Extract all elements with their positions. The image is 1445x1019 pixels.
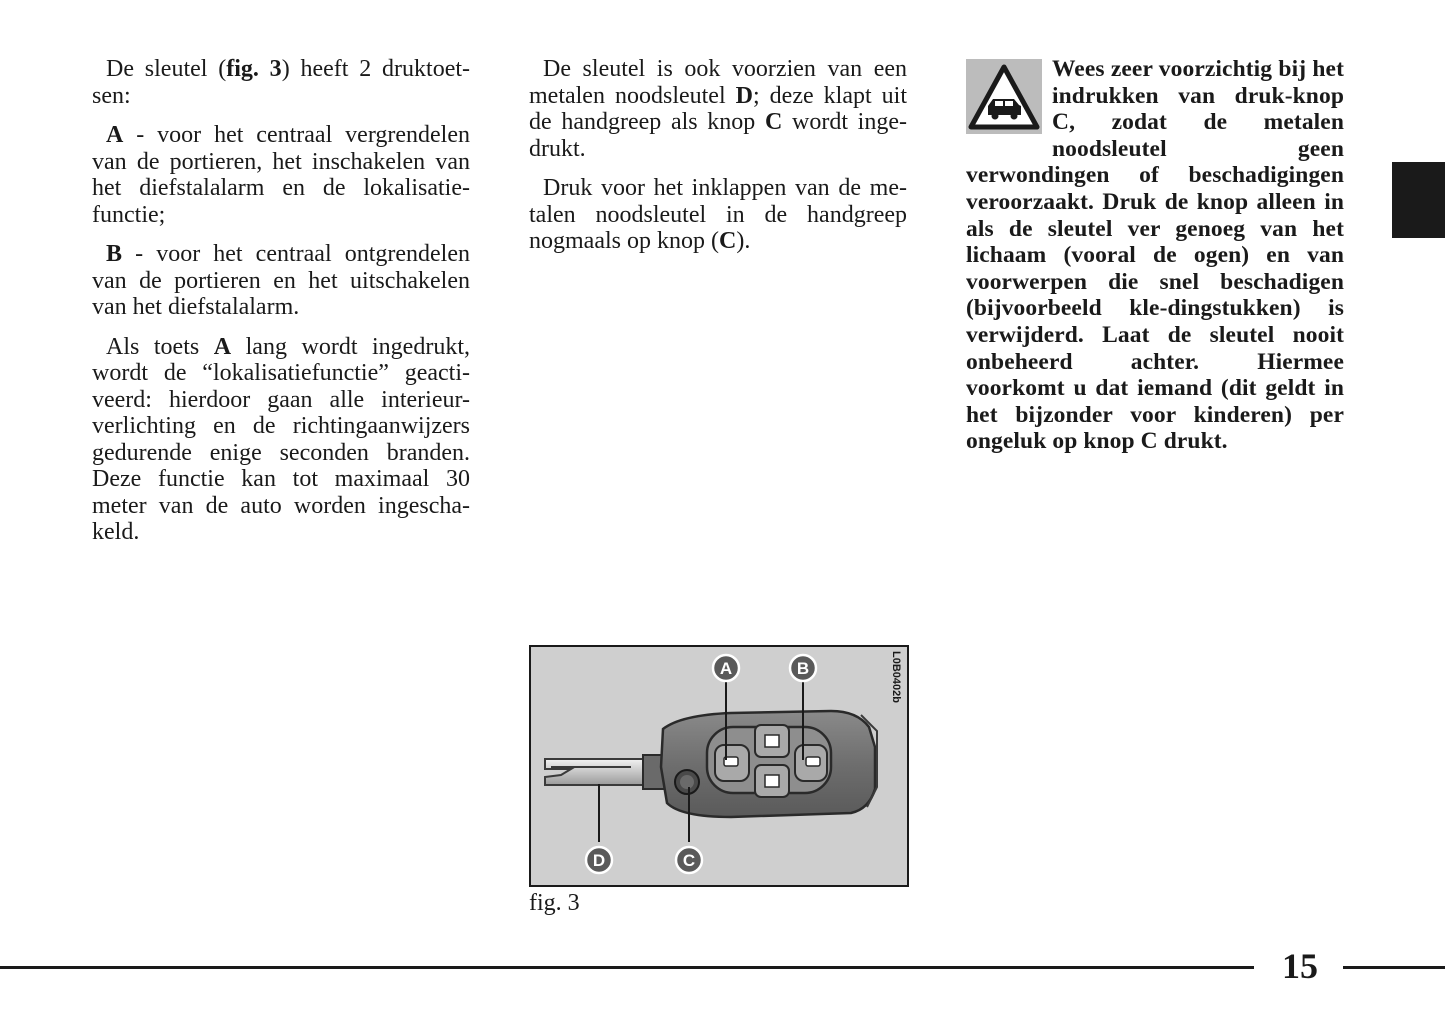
warning-text: Wees zeer voorzichtig bij het indrukken van druk-knop C, zodat de metalen noodsleutel geen verwondingen of beschadigingen veroorzaakt. Druk de knop alleen in als de sleutel ver genoeg van het lichaam (vooral de ogen) en van voorwerpen die snel beschadigen (bijvoorbeeld kle-dingstukken) is verwijderd. Laat de sleutel nooit onbeheerd achter. Hiermee voorkomt u dat iemand (dit geldt in het bijzonder voor kinderen) per ongeluk op knop C drukt. bbox=[966, 56, 1344, 455]
label-d: D bbox=[735, 82, 753, 109]
paragraph-button-b bbox=[92, 241, 470, 321]
warning-car-icon bbox=[966, 59, 1042, 134]
button-label-a: A bbox=[213, 333, 232, 360]
column-left bbox=[92, 56, 470, 559]
label-d-callout bbox=[586, 847, 612, 873]
svg-text:A: A bbox=[719, 659, 733, 678]
column-right-warning bbox=[966, 56, 1344, 455]
figure-reference: fig. 3 bbox=[226, 56, 282, 82]
figure-caption: fig. 3 bbox=[529, 890, 580, 916]
button-label-a: A bbox=[106, 122, 124, 148]
button-label-b: B bbox=[106, 241, 123, 267]
label-b-callout bbox=[790, 655, 816, 681]
paragraph-key-buttons bbox=[92, 56, 470, 109]
text: wordt inge-drukt. bbox=[529, 109, 907, 162]
paragraph-fold-key bbox=[529, 175, 907, 255]
button-a-lock bbox=[715, 745, 749, 781]
paragraph-localisation bbox=[92, 334, 470, 546]
paragraph-button-a bbox=[92, 122, 470, 228]
text: - voor het centraal vergrendelen van de portieren, het inschakelen van het diefstalalarm en de lokalisatie-functie; bbox=[92, 122, 470, 228]
chapter-tab-marker bbox=[1392, 162, 1445, 238]
label-c-callout bbox=[676, 847, 702, 873]
button-c-release bbox=[675, 770, 699, 794]
text: ; deze klapt uit de handgreep als knop bbox=[529, 82, 908, 135]
text: lang wordt ingedrukt, wordt de “lokalisatiefunctie” geacti-veerd: hierdoor gaan alle interieur-verlichting en de richtingaanwijzers gedurende enige seconden branden. Deze functie kan tot maximaal 30 meter van de auto worden ingescha-keld. bbox=[92, 333, 470, 545]
label-c: C bbox=[718, 228, 737, 254]
text: De sleutel ( bbox=[106, 56, 227, 82]
text: Druk voor het inklappen van de me-talen noodsleutel in de handgreep nogmaals op knop ( bbox=[529, 175, 907, 254]
text: ) heeft 2 druktoet-sen: bbox=[92, 56, 471, 109]
svg-text:D: D bbox=[592, 851, 606, 870]
svg-text:C: C bbox=[682, 851, 696, 870]
label-c: C bbox=[764, 109, 783, 135]
text: - voor het centraal ontgrendelen van de portieren en het uitschakelen van het diefstalalarm. bbox=[92, 241, 470, 320]
svg-text:B: B bbox=[796, 659, 810, 678]
column-middle bbox=[529, 56, 907, 268]
page-number: 15 bbox=[1282, 946, 1318, 986]
key-figure bbox=[529, 645, 909, 887]
paragraph-emergency-key bbox=[529, 56, 907, 162]
label-a-callout bbox=[713, 655, 739, 681]
text: ). bbox=[736, 228, 751, 254]
text: Als toets bbox=[106, 333, 214, 360]
footer-rule-left bbox=[0, 966, 1254, 969]
text: De sleutel is ook voorzien van een metalen noodsleutel bbox=[529, 56, 907, 109]
figure-code: L0B0402b bbox=[890, 651, 902, 703]
footer-rule-right bbox=[1343, 966, 1445, 969]
button-b-unlock bbox=[795, 745, 827, 781]
